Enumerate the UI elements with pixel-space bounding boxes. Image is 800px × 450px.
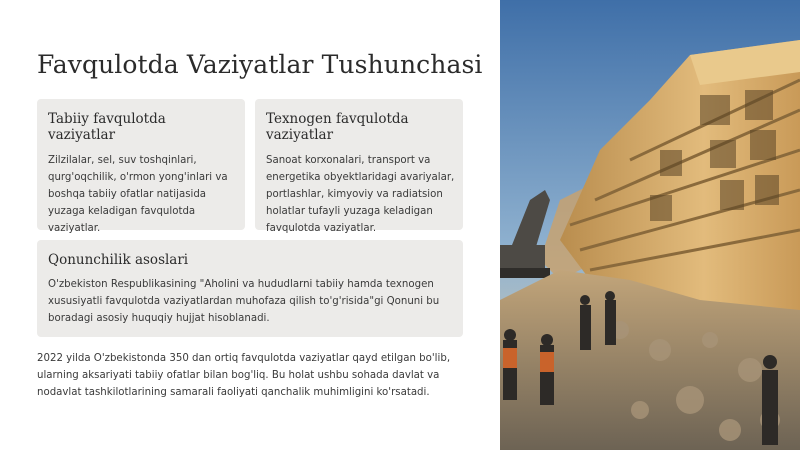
footer-paragraph: 2022 yilda O'zbekistonda 350 dan ortiq favqulotda vaziyatlar qayd etilgan bo'lib, ularning aksariyati tabiiy ofatlar bilan bog'liq. Bu holat ushbu sohada davlat va nodavlat tashkilotlarining samarali faoliyati qanchalik muhimligini ko'rsatadi. (37, 353, 451, 398)
card-heading: Tabiiy favqulotda vaziyatlar (48, 111, 166, 143)
card-heading: Texnogen favqulotda vaziyatlar (266, 111, 409, 143)
card-natural-emergencies (37, 99, 245, 234)
card-legal-basis (37, 240, 463, 337)
card-body: Zilzilalar, sel, suv toshqinlari, qurg'oqchilik, o'rmon yong'inlari va boshqa tabiiy ofatlar natijasida yuzaga keladigan favqulotda vaziyatlar. (48, 155, 228, 234)
card-body: Sanoat korxonalari, transport va energetika obyektlaridagi avariyalar, portlashlar, kimyoviy va radiatsion holatlar tufayli yuzaga keladigan favqulotda vaziyatlar. (266, 155, 455, 234)
slide-title: Favqulotda Vaziyatlar Tushunchasi (37, 50, 483, 79)
collapsed-building-photo (500, 0, 800, 450)
card-technogenic-emergencies (255, 99, 463, 234)
card-heading: Qonunchilik asoslari (48, 252, 189, 268)
card-body: O'zbekiston Respublikasining "Aholini va hududlarni tabiiy hamda texnogen xususiyatli favqulotda vaziyatlardan muhofaza qilish to'g'risida"gi Qonuni bu boradagi asosiy huquqiy hujjat hisoblanadi. (48, 279, 440, 324)
